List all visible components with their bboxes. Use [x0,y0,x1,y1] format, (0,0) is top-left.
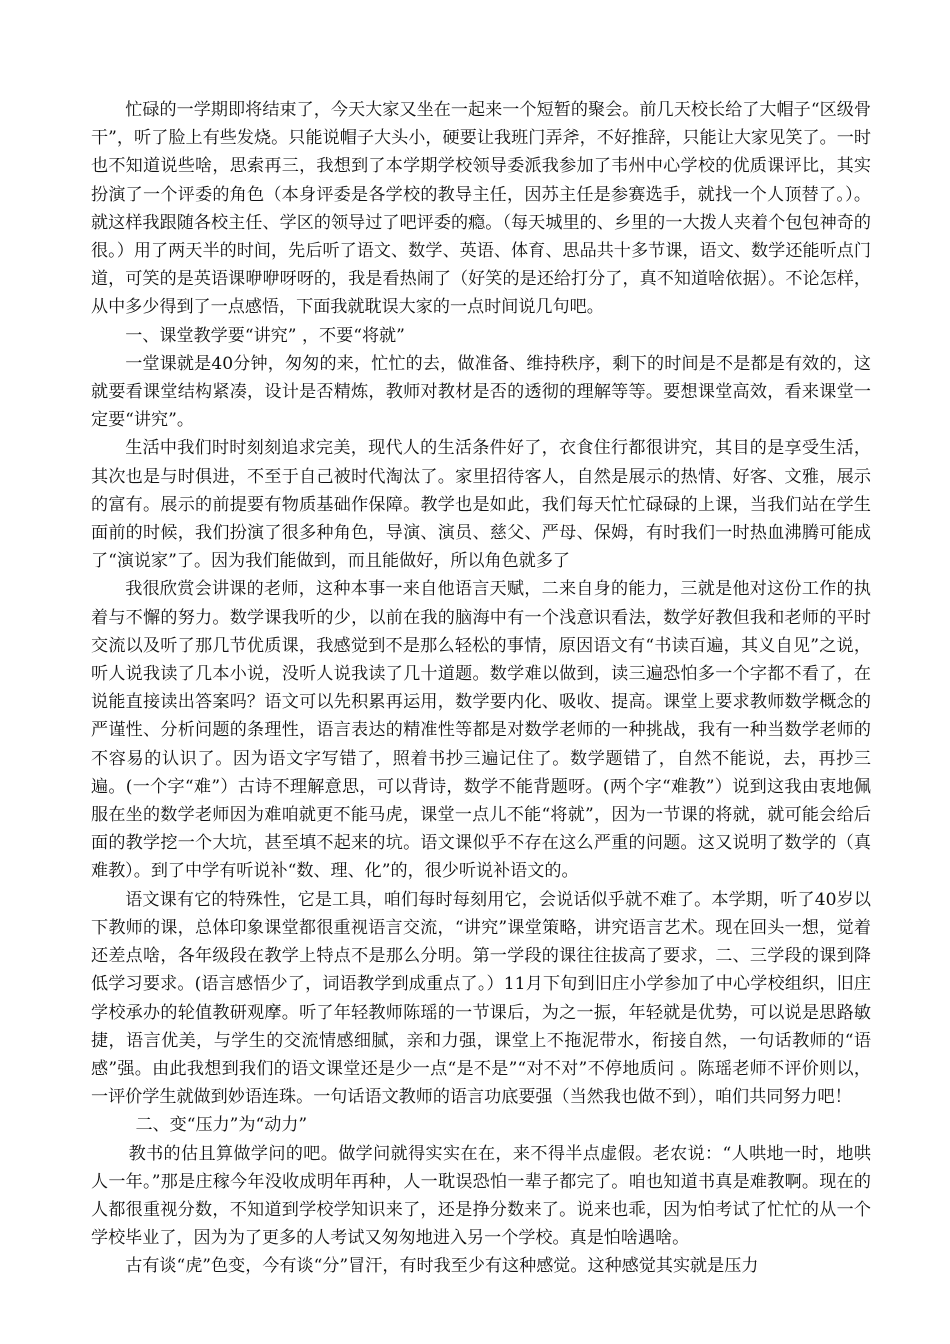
paragraph-learning: 教书的估且算做学问的吧。做学问就得实实在在，来不得半点虚假。老农说：“人哄地一时，地哄人一年。”那是庄稼今年没收成明年再种，人一耽误恐怕一辈子都完了。咱也知道书真是难教啊。现在的人都很重视分数，不知道到学校学知识来了，还是挣分数来了。说来也乖，因为怕考试了忙忙的从一个学校毕业了，因为为了更多的人考试又匆匆地进入另一个学校。真是怕啥遇啥。 [91,1143,871,1249]
paragraph-life: 生活中我们时时刻刻追求完美，现代人的生活条件好了，衣食住行都很讲究，其目的是享受生活，其次也是与时俱进，不至于自己被时代淘汰了。家里招待客人，自然是展示的热情、好客、文雅，展示的富有。展示的前提要有物质基础作保障。教学也是如此，我们每天忙忙碌碌的上课，当我们站在学生面前的时候，我们扮演了很多种角色，导演、演员、慈父、严母、保姆，有时我们一时热血沸腾可能成了“演说家”了。因为我们能做到，而且能做好，所以角色就多了 [91,438,871,572]
section-heading-2: 二、变“压力”为“动力” [135,1115,308,1136]
paragraph-pressure: 古有谈“虎”色变，今有谈“分”冒汗，有时我至少有这种感觉。这种感觉其实就是压力 [125,1256,759,1277]
paragraph-chinese: 语文课有它的特殊性，它是工具，咱们每时每刻用它，会说话似乎就不难了。本学期，听了40岁以下教师的课，总体印象课堂都很重视语言交流，“讲究”课堂策略，讲究语言艺术。现在回头一想，觉着还差点啥，各年级段在教学上特点不是那么分明。第一学段的课往往拔高了要求，二、三学段的课到降低学习要求。(语言感悟少了，词语教学到成重点了。）11月下旬到旧庄小学参加了中心学校组织，旧庄学校承办的轮值教研观摩。听了年轻教师陈瑶的一节课后，为之一振，年轻就是优势，可以说是思路敏捷，语言优美，与学生的交流情感细腻，亲和力强，课堂上不拖泥带水，衔接自然，一句话教师的“语感”强。由此我想到我们的语文课堂还是少一点“是不是”“对不对”不停地质问 。陈瑶老师不评价则以，一评价学生就做到妙语连珠。一句话语文教师的语言功底要强（当然我也做不到），咱们共同努力吧！ [91,889,871,1108]
document-page [91,96,871,1281]
paragraph-class-time: 一堂课就是40分钟，匆匆的来，忙忙的去，做准备、维持秩序，剩下的时间是不是都是有效的，这就要看课堂结构紧凑，设计是否精炼，教师对教材是否的透彻的理解等等。要想课堂高效，看来课堂一定要“讲究”。 [91,353,871,431]
section-heading-1: 一、课堂教学要“讲究” ，不要“将就” [125,325,405,346]
paragraph-math: 我很欣赏会讲课的老师，这种本事一来自他语言天赋，二来自身的能力，三就是他对这份工作的执着与不懈的努力。数学课我听的少，以前在我的脑海中有一个浅意识看法，数学好教但我和老师的平时交流以及听了那几节优质课，我感觉到不是那么轻松的事情，原因语文有“书读百遍，其义自见”之说，听人说我读了几本小说，没听人说我读了几十道题。数学难以做到，读三遍恐怕多一个字都不看了，在说能直接读出答案吗？语文可以先积累再运用，数学要内化、吸收、提高。课堂上要求教师数学概念的严谨性、分析问题的条理性，语言表达的精准性等都是对数学老师的一种挑战，我有一种当数学老师的不容易的认识了。因为语文字写错了，照着书抄三遍记住了。数学题错了，自然不能说，去，再抄三遍。(一个字“难”）古诗不理解意思，可以背诗，数学不能背题呀。(两个字“难教”）说到这我由衷地佩服在坐的数学老师因为难咱就更不能马虎，课堂一点儿不能“将就”，因为一节课的将就，就可能会给后面的教学挖一个大坑，甚至填不起来的坑。语文课似乎不存在这么严重的问题。这又说明了数学的（真难教）。到了中学有听说补“数、理、化”的，很少听说补语文的。 [91,579,871,882]
paragraph-intro: 忙碌的一学期即将结束了，今天大家又坐在一起来一个短暂的聚会。前几天校长给了大帽子“区级骨干”，听了脸上有些发烧。只能说帽子大头小，硬要让我班门弄斧，不好推辞，只能让大家见笑了。一时也不知道说些啥，思索再三，我想到了本学期学校领导委派我参加了韦州中心学校的优质课评比，其实扮演了一个评委的角色（本身评委是各学校的教导主任，因苏主任是参赛选手，就找一个人顶替了。）。就这样我跟随各校主任、学区的领导过了吧评委的瘾。（每天城里的、乡里的一大拨人夹着个包包神奇的很。）用了两天半的时间，先后听了语文、数学、英语、体育、思品共十多节课，语文、数学还能听点门道，可笑的是英语课咿咿呀呀的，我是看热闹了（好笑的是还给打分了，真不知道啥依据）。不论怎样，从中多少得到了一点感悟，下面我就耽误大家的一点时间说几句吧。 [91,100,871,318]
